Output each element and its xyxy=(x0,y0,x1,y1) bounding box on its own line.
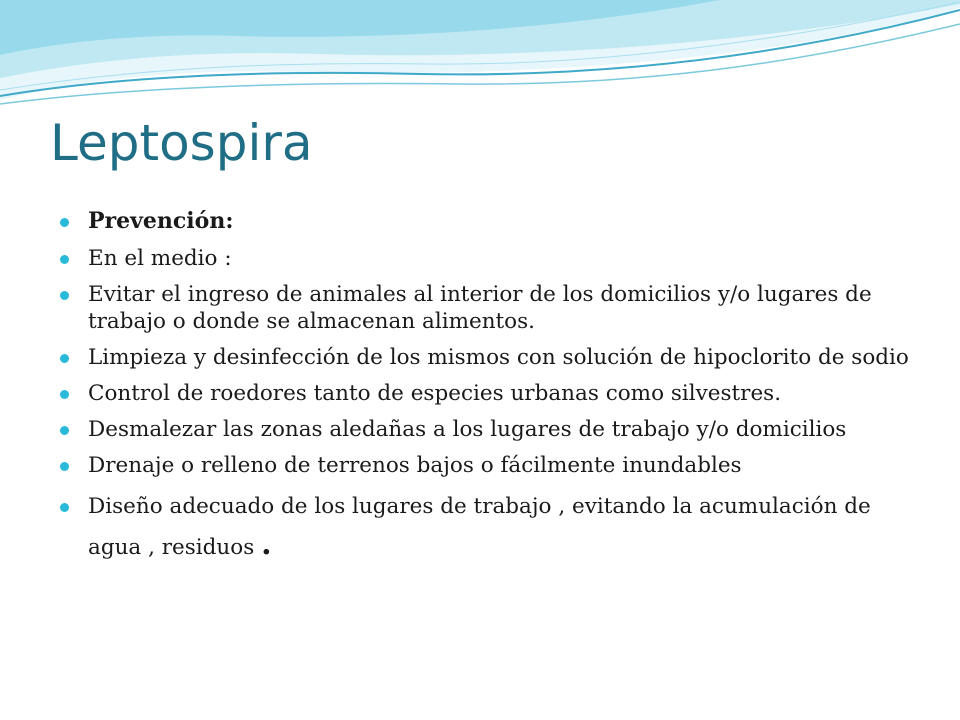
bullet-text: Diseño adecuado de los lugares de trabajo , evitando la acumulación de agua , residuos xyxy=(88,494,871,560)
bullet-dot-icon xyxy=(60,426,69,435)
bullet-text: Evitar el ingreso de animales al interior de los domicilios y/o lugares de trabajo o donde se almacenan alimentos. xyxy=(88,282,872,334)
bullet-final-period: . xyxy=(261,527,272,562)
bullet-item xyxy=(60,208,930,235)
bullet-item xyxy=(60,380,930,407)
bullet-list xyxy=(60,208,930,576)
bullet-text: En el medio : xyxy=(88,246,232,271)
bullet-text: Prevención: xyxy=(88,208,234,234)
bullet-text: Drenaje o relleno de terrenos bajos o fácilmente inundables xyxy=(88,453,742,478)
bullet-item xyxy=(60,281,930,335)
slide-title: Leptospira xyxy=(50,114,313,172)
bullet-dot-icon xyxy=(60,354,69,363)
bullet-dot-icon xyxy=(60,218,69,227)
bullet-dot-icon xyxy=(60,503,69,512)
bullet-item xyxy=(60,245,930,272)
bullet-dot-icon xyxy=(60,390,69,399)
bullet-text: Control de roedores tanto de especies urbanas como silvestres. xyxy=(88,381,782,406)
bullet-item xyxy=(60,344,930,371)
bullet-dot-icon xyxy=(60,291,69,300)
bullet-item xyxy=(60,452,930,479)
bullet-dot-icon xyxy=(60,462,69,471)
bullet-text: Desmalezar las zonas aledañas a los lugares de trabajo y/o domicilios xyxy=(88,417,847,442)
header-wave-decoration xyxy=(0,0,960,110)
bullet-text: Limpieza y desinfección de los mismos con solución de hipoclorito de sodio xyxy=(88,345,909,370)
bullet-item xyxy=(60,416,930,443)
bullet-item xyxy=(60,488,930,567)
bullet-dot-icon xyxy=(60,255,69,264)
